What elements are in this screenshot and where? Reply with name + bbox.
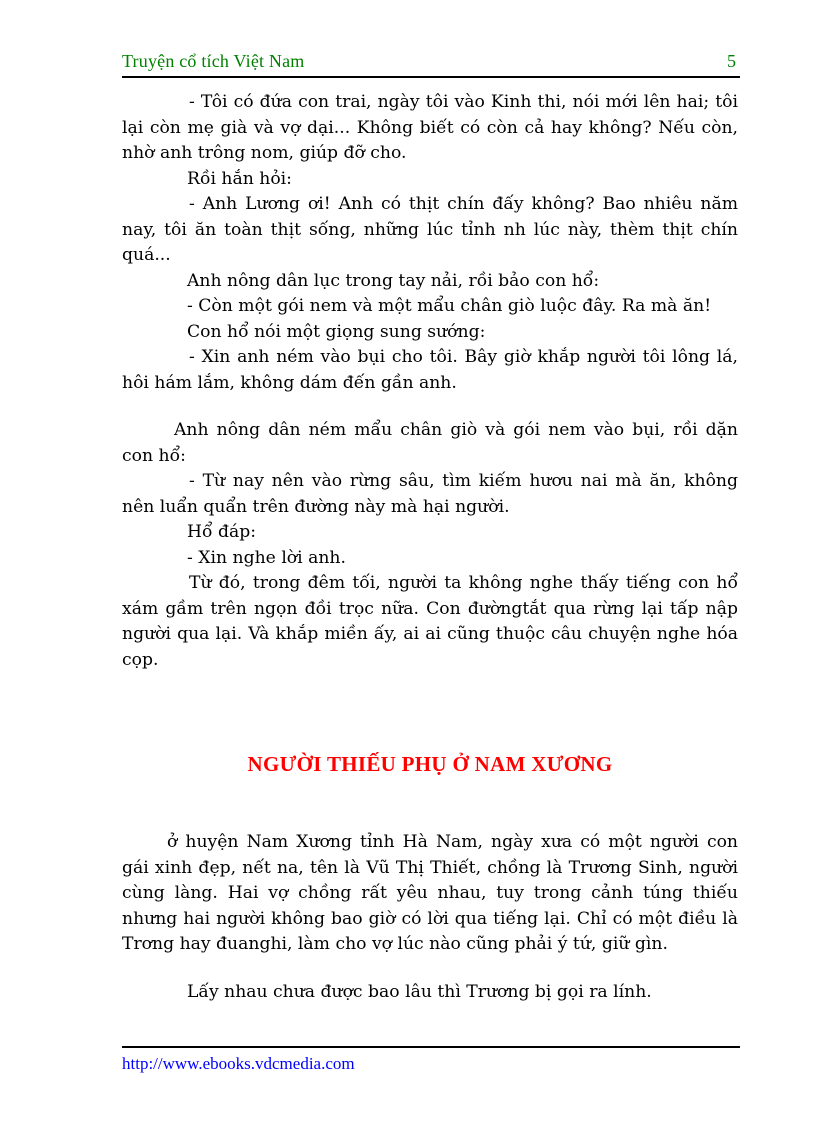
paragraph: Lấy nhau chưa được bao lâu thì Trương bị gọi ra lính. <box>187 981 652 1002</box>
paragraph: Rồi hắn hỏi: <box>187 168 292 189</box>
footer-divider <box>122 1046 740 1048</box>
paragraph: - Từ nay nên vào rừng sâu, tìm kiếm hươu nai mà ăn, không nên luẩn quẩn trên đường này mà hại người. <box>122 471 738 517</box>
paragraph: Anh nông dân ném mẩu chân giò và gói nem vào bụi, rồi dặn con hổ: <box>122 420 738 466</box>
story-text-bottom <box>122 830 738 1005</box>
paragraph: - Xin anh ném vào bụi cho tôi. Bây giờ khắp người tôi lông lá, hôi hám lắm, không dám đến gần anh. <box>122 347 738 393</box>
paragraph: - Xin nghe lời anh. <box>187 547 346 568</box>
page-number: 5 <box>727 51 736 71</box>
paragraph: - Tôi có đứa con trai, ngày tôi vào Kinh thi, nói mới lên hai; tôi lại còn mẹ già và vợ dại... Không biết có còn cả hay không? Nếu còn, nhờ anh trông nom, giúp đỡ cho. <box>122 92 738 163</box>
paragraph: Anh nông dân lục trong tay nải, rồi bảo con hổ: <box>187 270 600 291</box>
paragraph: Con hổ nói một giọng sung sướng: <box>187 321 486 342</box>
paragraph: - Anh Lương ơi! Anh có thịt chín đấy không? Bao nhiêu năm nay, tôi ăn toàn thịt sống, những lúc tỉnh nh lúc này, thèm thịt chín quá... <box>122 194 738 265</box>
page-header <box>122 50 740 78</box>
story-text-top <box>122 90 738 673</box>
footer-link[interactable]: http://www.ebooks.vdcmedia.com <box>122 1054 355 1073</box>
paragraph: - Còn một gói nem và một mẩu chân giò luộc đây. Ra mà ăn! <box>187 296 712 316</box>
book-title: Truyện cổ tích Việt Nam <box>122 51 305 71</box>
paragraph: ở huyện Nam Xương tỉnh Hà Nam, ngày xưa có một người con gái xinh đẹp, nết na, tên là Vũ Thị Thiết, chồng là Trương Sinh, người cùng làng. Hai vợ chồng rất yêu nhau, tuy trong cảnh túng thiếu nhưng hai người không bao giờ có lời qua tiếng lại. Chỉ có một điều là Trơng hay đuanghi, làm cho vợ lúc nào cũng phải ý tứ, giữ gìn. <box>122 832 738 954</box>
story-title: NGƯỜI THIẾU PHỤ Ở NAM XƯƠNG <box>247 752 613 776</box>
paragraph: Hổ đáp: <box>187 522 257 542</box>
paragraph: Từ đó, trong đêm tối, người ta không nghe thấy tiếng con hổ xám gầm trên ngọn đồi trọc nữa. Con đườngtắt qua rừng lại tấp nập người qua lại. Và khắp miền ấy, ai ai cũng thuộc câu chuyện nghe hóa cọp. <box>122 573 738 670</box>
